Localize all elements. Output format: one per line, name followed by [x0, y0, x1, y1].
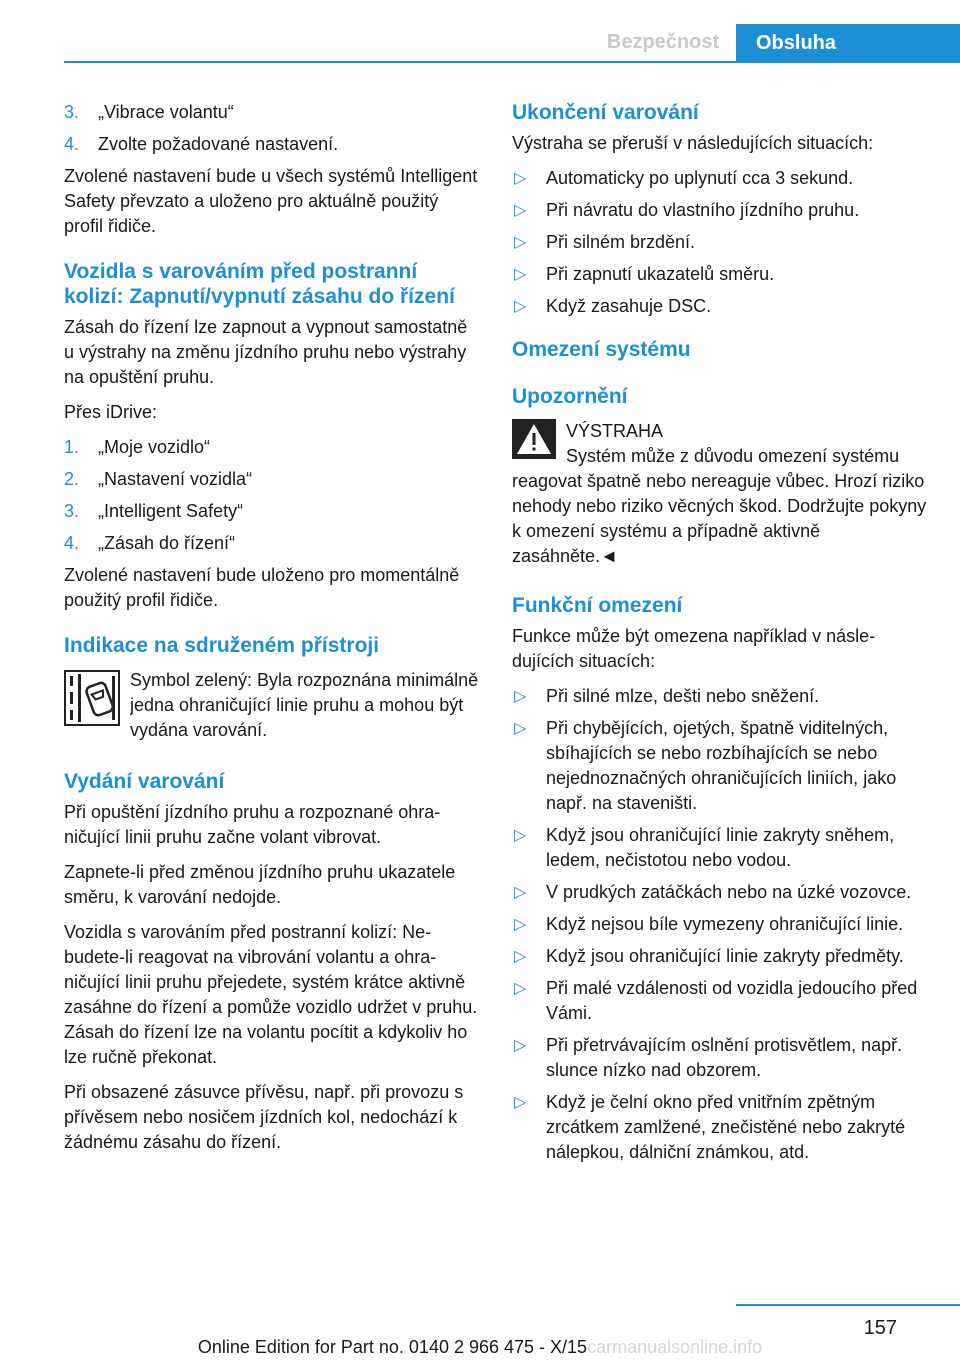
- paragraph: Zvolené nastavení bude uloženo pro momentálně použitý profil řidiče.: [64, 565, 460, 610]
- heading-steering-intervention: Vozidla s varováním před postranní kolizí: Zapnutí/vypnutí zásahu do řízení: [64, 260, 455, 308]
- tab-bezpecnost[interactable]: Bezpečnost: [606, 31, 720, 53]
- bullet-icon: ▷: [514, 916, 527, 933]
- paragraph: Funkce může být omezena například v následujících situacích:: [512, 626, 876, 671]
- bullet-icon: ▷: [514, 266, 527, 283]
- header-rule: [64, 61, 960, 63]
- bullet-icon: ▷: [514, 170, 527, 187]
- watermark: carmanualsonline.info: [587, 1337, 763, 1357]
- bullet-icon: ▷: [514, 202, 527, 219]
- heading-instrument-cluster: Indikace na sdruženém přístroji: [64, 634, 380, 657]
- bullet-icon: ▷: [514, 1037, 527, 1054]
- paragraph: Vozidla s varováním před postranní kolizí: Nebudete-li reagovat na vibrování volantu a ohraničující linii pruhu přejedete, systém krátce aktivně zasáhne do řízení a pomůže vozidlo udržet v pruhu. Zásah do řízení lze na volantu pocítit a kdykoliv ho lze ručně překonat.: [64, 922, 478, 1067]
- list-item: 4. Zvolte požadované nastavení.: [64, 134, 339, 154]
- paragraph: Zvolené nastavení bude u všech systémů Intelligent Safety převzato a uloženo pro aktuálně použitý profil řidiče.: [64, 166, 478, 236]
- list-item: ▷ Při silném brzdění.: [512, 230, 930, 255]
- paragraph: Zásah do řízení lze zapnout a vypnout samostatně u výstrahy na změnu jízdního pruhu nebo výstrahy na opuštění pruhu.: [64, 317, 468, 387]
- heading-functional-limits: Funkční omezení: [512, 594, 683, 617]
- list-item: ▷ Při malé vzdálenosti od vozidla jedoucího před Vámi.: [514, 978, 918, 1023]
- list-item: ▷ Když jsou ohraničující linie zakryty sněhem, ledem, nečistotou nebo vodou.: [514, 825, 895, 870]
- paragraph: Při obsazené zásuvce přívěsu, např. při provozu s přívěsem nebo nosičem jízdních kol, nedochází k žádnému zásahu do řízení.: [64, 1082, 464, 1152]
- bullet-icon: ▷: [514, 720, 527, 737]
- heading-notice: Upozornění: [512, 385, 628, 408]
- list-item: 3. „Intelligent Safety“: [64, 501, 244, 521]
- steps-list-2: [64, 435, 480, 556]
- bullet-icon: ▷: [514, 884, 527, 901]
- footer-rule: [736, 1304, 960, 1306]
- bullet-icon: ▷: [514, 948, 527, 965]
- bullet-icon: ▷: [514, 298, 527, 315]
- warning-title: VÝSTRAHA: [566, 421, 664, 441]
- list-item: ▷ Když nejsou bíle vymezeny ohraničující linie.: [512, 912, 930, 937]
- list-item: ▷ V prudkých zatáčkách nebo na úzké vozovce.: [512, 880, 930, 905]
- steps-list-1: [64, 100, 480, 157]
- list-item: 2. „Nastavení vozidla“: [64, 469, 253, 489]
- list-item: 4. „Zásah do řízení“: [64, 533, 236, 553]
- list-item: ▷ Při zapnutí ukazatelů směru.: [512, 262, 930, 287]
- list-item: 3. „Vibrace volantu“: [64, 102, 234, 122]
- list-item: ▷ Při návratu do vlastního jízdního pruhu.: [512, 198, 930, 223]
- warning-box: [512, 419, 930, 569]
- tab-obsluha[interactable]: Obsluha: [736, 24, 960, 63]
- list-item: ▷ Při silné mlze, dešti nebo sněžení.: [512, 684, 930, 709]
- paragraph: Výstraha se přeruší v následujících situacích:: [512, 133, 874, 153]
- bullet-icon: ▷: [514, 688, 527, 705]
- edition-text: Online Edition for Part no. 0140 2 966 475 - X/15: [197, 1337, 588, 1357]
- paragraph: Symbol zelený: Byla rozpoznána minimálně jedna ohraničující linie pruhu a mohou být vydána varování.: [130, 670, 479, 740]
- limits-list: [512, 684, 930, 1165]
- left-column: [64, 100, 480, 1165]
- heading-system-limits: Omezení systému: [512, 338, 691, 361]
- list-item: 1. „Moje vozidlo“: [64, 437, 211, 457]
- paragraph: Zapnete-li před změnou jízdního pruhu ukazatele směru, k varování nedojde.: [64, 862, 456, 907]
- lane-symbol-box: [64, 668, 480, 743]
- list-item: ▷ Automaticky po uplynutí cca 3 sekund.: [512, 166, 930, 191]
- paragraph: Při opuštění jízdního pruhu a rozpoznané ohraničující linii pruhu začne volant vibrovat.: [64, 802, 441, 847]
- bullet-icon: ▷: [514, 1094, 527, 1111]
- list-item: ▷ Když je čelní okno před vnitřním zpětným zrcátkem zamlžené, znečistěné nebo zakryté nálepkou, dálniční známkou, atd.: [514, 1092, 906, 1162]
- warning-triangle-icon: [512, 419, 556, 459]
- heading-end-warning: Ukončení varování: [512, 101, 699, 124]
- bullet-icon: ▷: [514, 827, 527, 844]
- list-item: ▷ Při chybějících, ojetých, špatně viditelných, sbíhajících se nebo rozbíhajících se nebo nejednoznačných ohraničujících liniích, jako např. na staveništi.: [514, 718, 897, 813]
- warning-text: Systém může z důvodu omezení systému reagovat špatně nebo nereaguje vůbec. Hrozí riziko nehody nebo riziko věcných škod. Dodržujte pokyny k omezení systému a případně aktivně zasáhněte.◄: [512, 446, 927, 566]
- paragraph: Přes iDrive:: [64, 402, 158, 422]
- list-item: ▷ Když jsou ohraničující linie zakryty předměty.: [512, 944, 930, 969]
- edition-footer: [0, 1337, 960, 1358]
- list-item: ▷ Když zasahuje DSC.: [512, 294, 930, 319]
- list-item: ▷ Při přetrvávajícím oslnění protisvětlem, např. slunce nízko nad obzorem.: [514, 1035, 903, 1080]
- heading-warnings: Vydání varování: [64, 770, 225, 793]
- bullet-icon: ▷: [514, 234, 527, 251]
- end-warning-list: [512, 166, 930, 319]
- lane-departure-icon: [64, 670, 120, 726]
- right-column: [512, 100, 930, 1172]
- page-number: 157: [863, 1317, 897, 1339]
- bullet-icon: ▷: [514, 980, 527, 997]
